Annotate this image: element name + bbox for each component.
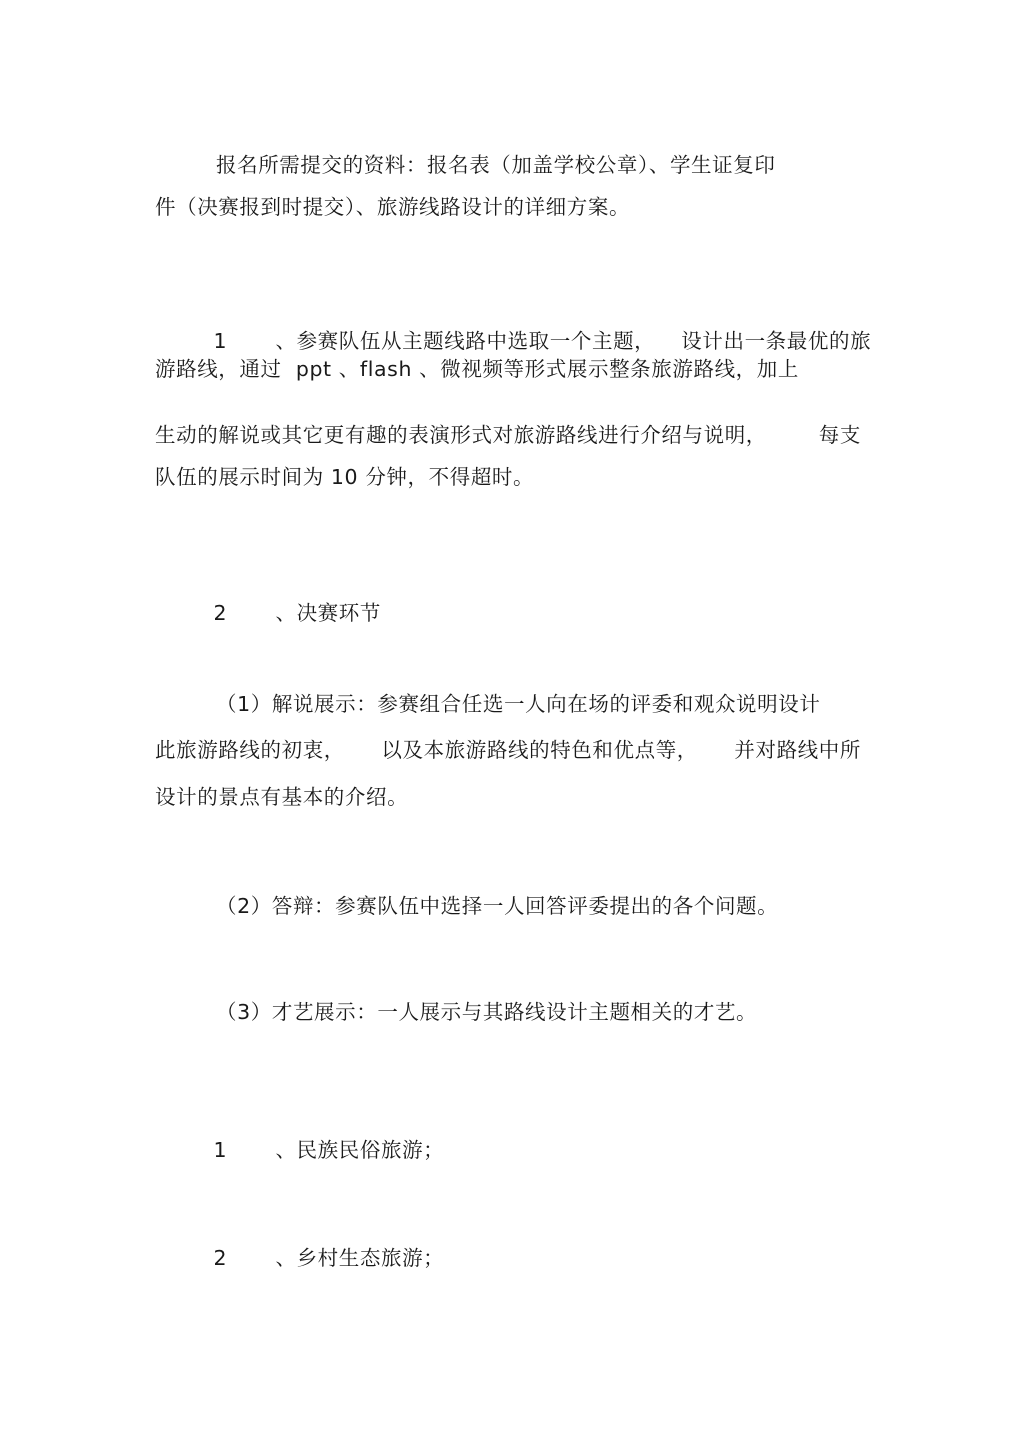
- paragraph-talent: （3）才艺展示：一人展示与其路线设计主题相关的才艺。: [216, 1000, 758, 1024]
- paragraph-text: 以及本旅游路线的特色和优点等，: [381, 738, 698, 762]
- paragraph-text: 设计出一条最优的旅: [681, 329, 872, 353]
- theme-item-2: [155, 1216, 444, 1300]
- paragraph-text: 、参赛队伍从主题线路中选取一个主题，: [275, 329, 656, 353]
- paragraph-item-1-line-4: 队伍的展示时间为 10 分钟，不得超时。: [155, 465, 535, 489]
- list-text: 、民族民俗旅游；: [275, 1138, 445, 1162]
- list-number: 2: [213, 1246, 228, 1270]
- list-number: 1: [213, 329, 228, 353]
- list-number: 1: [213, 1138, 228, 1162]
- theme-item-1: [155, 1108, 444, 1192]
- paragraph-text: 此旅游路线的初衷，: [155, 738, 345, 762]
- list-text: 、乡村生态旅游；: [275, 1246, 445, 1270]
- paragraph-text: 每支: [818, 423, 861, 447]
- paragraph-materials-line-2: 件（决赛报到时提交）、旅游线路设计的详细方案。: [155, 195, 631, 219]
- paragraph-text: 生动的解说或其它更有趣的表演形式对旅游路线进行介绍与说明，: [155, 423, 767, 447]
- paragraph-item-1-line-2: 游路线，通过 ppt 、flash 、微视频等形式展示整条旅游路线，加上: [155, 357, 799, 381]
- paragraph-presentation-line-1: （1）解说展示：参赛组合任选一人向在场的评委和观众说明设计: [216, 692, 821, 716]
- list-number: 2: [213, 601, 228, 625]
- paragraph-presentation-line-3: 设计的景点有基本的介绍。: [155, 785, 409, 809]
- section-heading-final: [155, 571, 381, 655]
- paragraph-item-1-line-3: [155, 421, 861, 449]
- paragraph-defense: （2）答辩：参赛队伍中选择一人回答评委提出的各个问题。: [216, 894, 779, 918]
- paragraph-text: 并对路线中所: [734, 738, 861, 762]
- paragraph-presentation-line-2: [155, 736, 861, 764]
- paragraph-materials-line-1: 报名所需提交的资料：报名表（加盖学校公章）、学生证复印: [216, 153, 776, 177]
- heading-text: 、决赛环节: [275, 601, 381, 625]
